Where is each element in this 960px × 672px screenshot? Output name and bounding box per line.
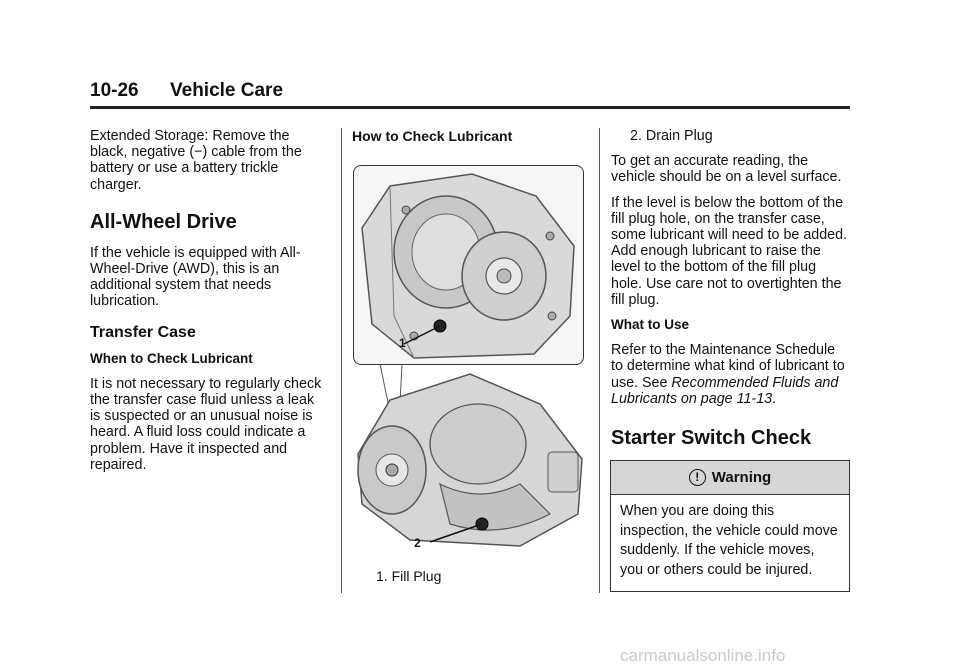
- transfer-case-heading: Transfer Case: [90, 323, 196, 341]
- what-to-use-text: Refer to the Maintenance Schedule to determine what kind of lubricant to use. See: [611, 342, 845, 391]
- storage-paragraph: Extended Storage: Remove the black, negative (−) cable from the battery or use a battery trickle charger.: [90, 128, 302, 193]
- what-to-use-period: .: [772, 390, 777, 407]
- how-to-check-subheading: How to Check Lubricant: [352, 128, 513, 144]
- fill-plug-callout: 1: [399, 336, 406, 350]
- awd-heading: All-Wheel Drive: [90, 210, 237, 233]
- warning-text: When you are doing this inspection, the vehicle could move suddenly. If the vehicle moves, you or others could be injured.: [620, 503, 838, 578]
- transfer-case-full-figure: [350, 364, 585, 554]
- legend-fill-plug: 1. Fill Plug: [376, 568, 442, 584]
- transfer-case-closeup-figure: [353, 165, 584, 365]
- column-right: [611, 128, 851, 461]
- column-divider-left: [341, 128, 342, 593]
- when-to-check-paragraph: It is not necessary to regularly check the transfer case fluid unless a leak is suspected or an unusual noise is heard. A fluid loss could indicate a problem. Have it inspected and repaired.: [90, 375, 322, 473]
- site-watermark: carmanualsonline.info: [620, 646, 786, 665]
- page-header: [90, 80, 850, 109]
- column-left: [90, 128, 328, 482]
- section-title: Vehicle Care: [170, 80, 284, 101]
- drain-plug-callout: 2: [414, 536, 421, 550]
- warning-header: [611, 461, 849, 495]
- warning-icon: !: [689, 469, 706, 486]
- starter-switch-heading: Starter Switch Check: [611, 427, 812, 450]
- transfer-case-closeup-drawing: [354, 166, 583, 364]
- level-surface-paragraph: To get an accurate reading, the vehicle should be on a level surface.: [611, 153, 842, 186]
- warning-title: Warning: [711, 469, 772, 486]
- column-divider-right: [599, 128, 600, 593]
- what-to-use-paragraph: [611, 342, 851, 407]
- fill-level-paragraph: If the level is below the bottom of the fill plug hole, on the transfer case, some lubricant will need to be added. Add enough lubricant to raise the level to the bottom of the fill plug hole. Use care not to overtighten the fill plug.: [611, 194, 848, 308]
- legend-drain-plug: 2. Drain Plug: [630, 128, 713, 144]
- awd-paragraph: If the vehicle is equipped with All-Wheel-Drive (AWD), this is an additional system that needs lubrication.: [90, 244, 301, 310]
- transfer-case-full-drawing: [350, 364, 585, 554]
- what-to-use-subheading: What to Use: [611, 317, 690, 333]
- recommended-fluids-link[interactable]: Recommended Fluids and Lubricants on page 11-13: [611, 374, 839, 407]
- warning-box: [610, 460, 850, 592]
- when-to-check-subheading: When to Check Lubricant: [90, 350, 253, 366]
- page-number: 10-26: [90, 80, 139, 101]
